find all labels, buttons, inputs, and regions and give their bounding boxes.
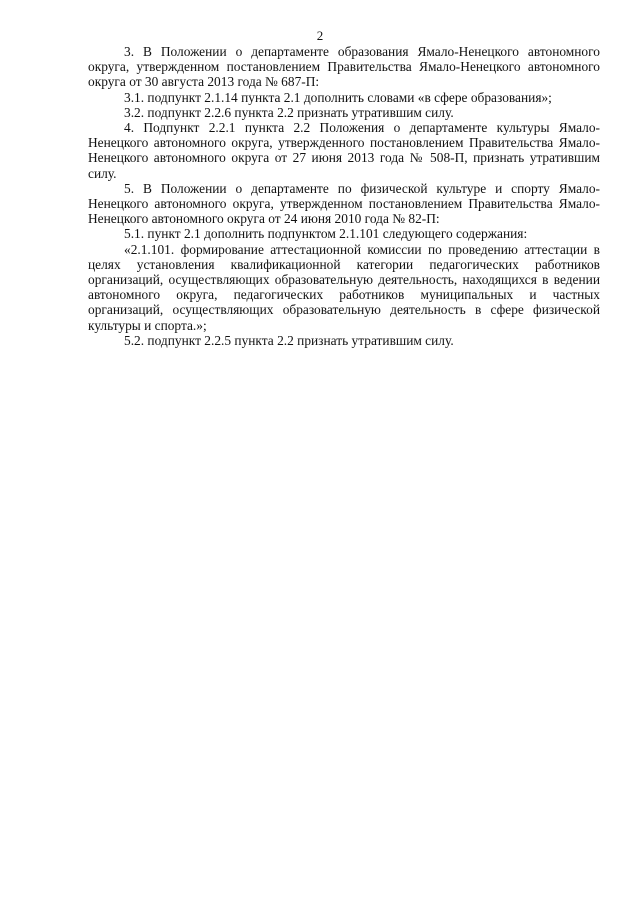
paragraph-3: 3. В Положении о департаменте образования Ямало-Ненецкого автономного округа, утвержденном постановлением Правительства Ямало-Ненецкого автономного округа от 30 августа 2013 года № 687-П: xyxy=(88,44,600,90)
paragraph-quoted-2-1-101: «2.1.101. формирование аттестационной комиссии по проведению аттестации в целях установления квалификационной категории педагогических работников организаций, осуществляющих образовательную деятельность, находящихся в ведении автономного округа, педагогических работников муниципальных и частных организаций, осуществляющих образовательную деятельность в сфере физической культуры и спорта.»; xyxy=(88,241,600,333)
document-body xyxy=(88,44,600,348)
paragraph-5: 5. В Положении о департаменте по физической культуре и спорту Ямало-Ненецкого автономного округа, утвержденном постановлением Правительства Ямало-Ненецкого автономного округа от 24 июня 2010 года № 82-П: xyxy=(88,180,600,227)
paragraph-5-1: 5.1. пункт 2.1 дополнить подпунктом 2.1.101 следующего содержания: xyxy=(124,226,528,242)
paragraph-5-2: 5.2. подпункт 2.2.5 пункта 2.2 признать утратившим силу. xyxy=(124,332,454,348)
paragraph-4: 4. Подпункт 2.2.1 пункта 2.2 Положения о департаменте культуры Ямало-Ненецкого автономного округа, утвержденного постановлением Правительства Ямало-Ненецкого автономного округа от 27 июня 2013 года № 508-П, признать утратившим силу. xyxy=(88,120,600,181)
paragraph-3-2: 3.2. подпункт 2.2.6 пункта 2.2 признать утратившим силу. xyxy=(124,104,454,120)
page-number: 2 xyxy=(316,28,324,43)
paragraph-3-1: 3.1. подпункт 2.1.14 пункта 2.1 дополнить словами «в сфере образования»; xyxy=(124,89,552,105)
